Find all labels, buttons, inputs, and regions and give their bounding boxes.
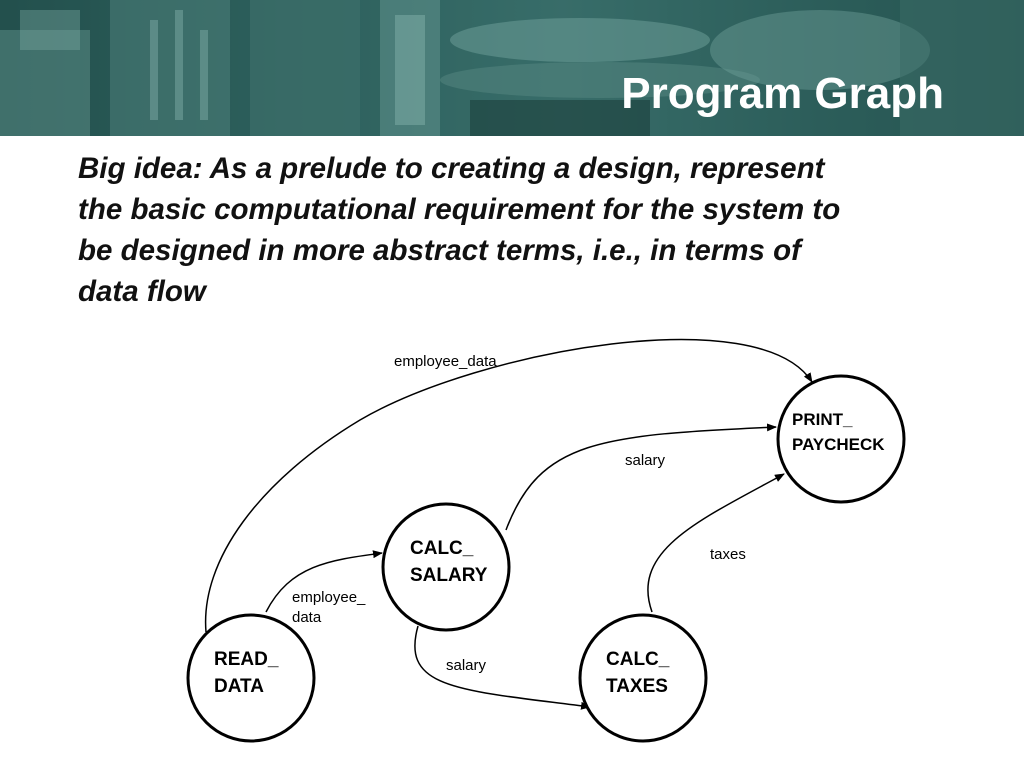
node-label-print-paycheck: PAYCHECK bbox=[792, 435, 885, 454]
edge-label-employee-data-short: employee_ bbox=[292, 589, 366, 606]
node-label-calc-salary: CALC_ bbox=[410, 538, 474, 559]
node-label-print-paycheck: PRINT_ bbox=[792, 410, 853, 429]
big-idea-line: Big idea: As a prelude to creating a design, represent bbox=[78, 152, 825, 185]
slide-title: Program Graph bbox=[621, 69, 944, 118]
node-label-calc-taxes: CALC_ bbox=[606, 649, 670, 670]
edge-label-taxes: taxes bbox=[710, 546, 746, 563]
big-idea-line: data flow bbox=[78, 275, 206, 308]
edge-salary-to-taxes bbox=[415, 626, 590, 707]
node-label-read-data: READ_ bbox=[214, 649, 279, 670]
edge-label-salary-to-taxes: salary bbox=[446, 657, 487, 674]
edge-label-salary-to-print: salary bbox=[625, 452, 666, 469]
edge-label-employee-data-short: data bbox=[292, 609, 322, 626]
big-idea-line: the basic computational requirement for the system to bbox=[78, 193, 841, 226]
node-label-read-data: DATA bbox=[214, 676, 264, 697]
edge-taxes-to-print bbox=[648, 474, 784, 612]
node-label-calc-salary: SALARY bbox=[410, 565, 488, 586]
edge-label-employee-data: employee_data bbox=[394, 353, 497, 370]
node-label-calc-taxes: TAXES bbox=[606, 676, 668, 697]
edge-salary-to-print bbox=[506, 427, 776, 530]
big-idea-line: be designed in more abstract terms, i.e., in terms of bbox=[78, 234, 801, 267]
